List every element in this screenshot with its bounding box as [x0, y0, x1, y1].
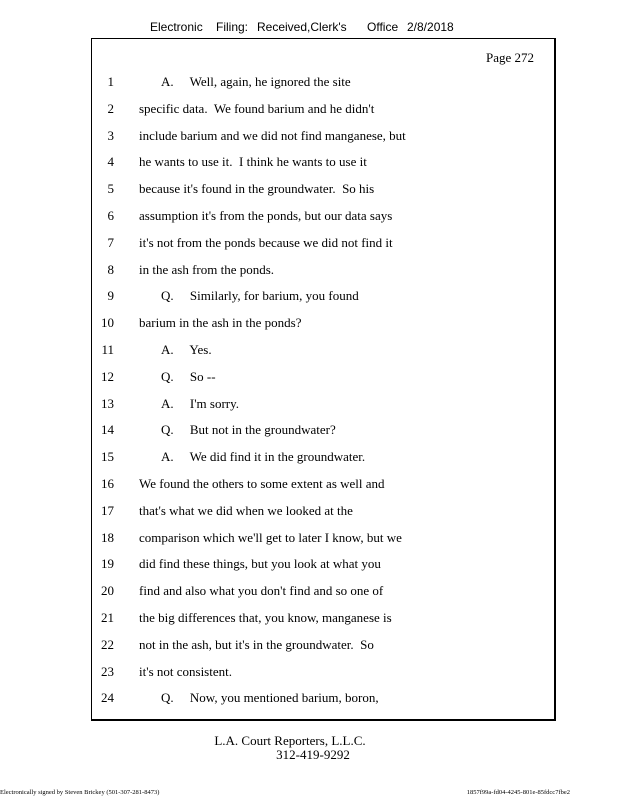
line-text: because it's found in the groundwater. So his	[139, 181, 375, 197]
transcript-line	[0, 101, 618, 119]
line-text: include barium and we did not find manganese, but	[139, 127, 406, 143]
line-number: 20	[101, 583, 114, 599]
header-word-office: Office	[367, 20, 399, 34]
header-date: 2/8/2018	[407, 20, 454, 34]
line-text: specific data. We found barium and he didn't	[139, 100, 375, 116]
transcript-line	[0, 288, 618, 306]
line-number: 15	[101, 449, 114, 465]
line-number: 2	[107, 100, 114, 116]
line-number: 9	[107, 288, 114, 304]
line-text: A. We did find it in the groundwater.	[161, 449, 366, 465]
line-text: it's not from the ponds because we did not find it	[139, 234, 393, 250]
reporter-phone: 312-419-9292	[276, 747, 350, 762]
line-number: 6	[107, 208, 114, 223]
line-text: Q. Now, you mentioned barium, boron,	[161, 690, 379, 706]
line-text: assumption it's from the ponds, but our data says	[139, 208, 393, 223]
document-hash: 1857f99a-fd04-4245-801e-85fdcc7fbe2	[466, 789, 570, 796]
line-text: A. I'm sorry.	[161, 395, 240, 411]
line-number: 16	[101, 476, 114, 491]
line-text: it's not consistent.	[139, 663, 232, 679]
transcript-line	[0, 556, 618, 574]
transcript-line	[0, 315, 618, 333]
line-number: 14	[101, 422, 114, 438]
line-text: We found the others to some extent as well and	[139, 476, 385, 491]
line-text: the big differences that, you know, manganese is	[139, 610, 392, 625]
transcript-line	[0, 181, 618, 199]
line-number: 13	[101, 395, 114, 411]
line-text: he wants to use it. I think he wants to use it	[139, 154, 367, 170]
line-text: in the ash from the ponds.	[139, 261, 275, 277]
transcript-line	[0, 262, 618, 280]
transcript-line	[0, 530, 618, 548]
line-number: 1	[107, 74, 114, 89]
line-number: 22	[101, 636, 114, 652]
transcript-line	[0, 208, 618, 226]
line-text: find and also what you don't find and so one of	[139, 583, 384, 599]
header-word-filing: Filing:	[216, 20, 249, 34]
line-number: 17	[101, 502, 114, 518]
transcript-line	[0, 154, 618, 172]
line-number: 5	[107, 181, 114, 197]
transcript-line	[0, 583, 618, 601]
line-text: A. Well, again, he ignored the site	[161, 74, 351, 89]
reporter-name: L.A. Court Reporters, L.L.C.	[214, 733, 366, 748]
line-text: Q. Similarly, for barium, you found	[161, 288, 359, 304]
line-number: 12	[101, 368, 114, 384]
transcript-line	[0, 74, 618, 92]
transcript-line	[0, 128, 618, 146]
electronic-signature: Electronically signed by Steven Brickey (501-307-281-8473)	[0, 789, 160, 796]
line-number: 10	[101, 315, 114, 331]
line-text: Q. But not in the groundwater?	[161, 422, 336, 438]
transcript-line	[0, 664, 618, 682]
line-number: 24	[101, 690, 114, 706]
line-number: 8	[107, 261, 114, 277]
transcript-line	[0, 342, 618, 360]
line-number: 7	[107, 234, 114, 250]
transcript-line	[0, 422, 618, 440]
line-text: Q. So --	[161, 368, 216, 384]
filing-header	[0, 20, 618, 36]
transcript-line	[0, 449, 618, 467]
transcript-line	[0, 369, 618, 387]
line-number: 11	[101, 342, 114, 357]
header-word-received: Received,Clerk's	[257, 20, 347, 34]
page-number: Page 272	[485, 50, 534, 65]
line-text: that's what we did when we looked at the	[139, 502, 353, 518]
line-number: 4	[107, 154, 114, 170]
line-number: 21	[101, 610, 114, 625]
transcript-line	[0, 235, 618, 253]
line-text: barium in the ash in the ponds?	[139, 315, 302, 331]
line-number: 3	[107, 127, 114, 143]
line-number: 18	[101, 529, 114, 545]
line-text: did find these things, but you look at what you	[139, 556, 381, 572]
line-text: comparison which we'll get to later I know, but we	[139, 529, 402, 545]
header-word-electronic: Electronic	[150, 20, 203, 34]
transcript-line	[0, 690, 618, 708]
line-text: not in the ash, but it's in the groundwater. So	[139, 636, 374, 652]
transcript-line	[0, 610, 618, 628]
transcript-line	[0, 476, 618, 494]
transcript-line	[0, 637, 618, 655]
line-number: 23	[101, 663, 114, 679]
transcript-line	[0, 503, 618, 521]
transcript-line	[0, 396, 618, 414]
line-text: A. Yes.	[161, 342, 212, 357]
line-number: 19	[101, 556, 114, 572]
